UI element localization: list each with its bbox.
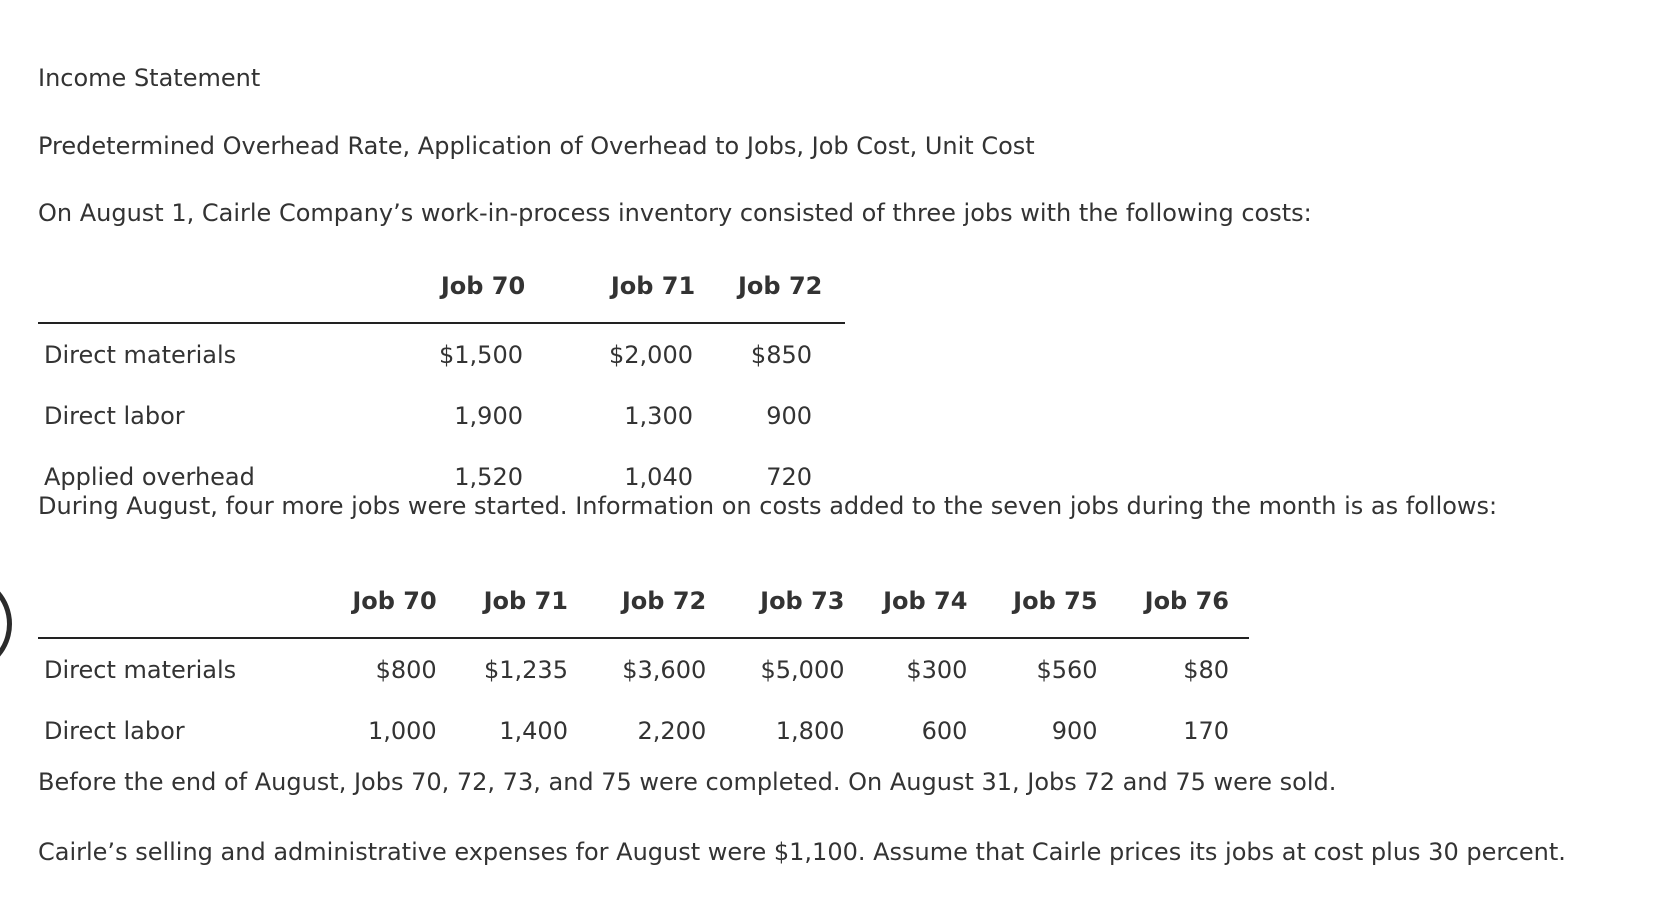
cell-value: 900 [766, 401, 812, 430]
circle-marker-icon [0, 574, 12, 674]
cell-value: 2,200 [637, 716, 707, 745]
cell-value: $850 [750, 340, 812, 369]
row-label: Direct labor [44, 401, 185, 430]
column-header: Job 72 [578, 587, 716, 638]
cell-value: 1,800 [775, 716, 845, 745]
column-header: Job 70 [398, 272, 568, 323]
cell-value: $2,000 [609, 340, 693, 369]
table-row [38, 385, 845, 446]
completed-jobs-text: Before the end of August, Jobs 70, 72, 73, and 75 were completed. On August 31, Jobs 72 and 75 were sold. [38, 768, 1337, 796]
heading: Income Statement [38, 64, 261, 92]
column-header: Job 73 [716, 587, 854, 638]
cell-value: 1,040 [624, 462, 693, 491]
cell-value: $3,600 [622, 655, 707, 684]
column-header: Job 75 [987, 587, 1117, 638]
cell-value: 1,520 [454, 462, 523, 491]
cell-value: 1,400 [499, 716, 568, 745]
table-row [38, 700, 1249, 761]
column-header: Job 71 [440, 587, 578, 638]
cell-value: 1,300 [624, 401, 693, 430]
intro-text: On August 1, Cairle Company’s work-in-process inventory consisted of three jobs with the following costs: [38, 199, 1312, 227]
column-header: Job 72 [738, 272, 845, 323]
row-label: Applied overhead [44, 462, 255, 491]
cell-value: 900 [1051, 716, 1098, 745]
cell-value: $5,000 [760, 655, 845, 684]
cell-value: $300 [906, 655, 968, 684]
table-row [38, 638, 1249, 700]
cell-value: 720 [766, 462, 812, 491]
cell-value: 1,000 [367, 716, 437, 745]
row-label: Direct labor [44, 716, 185, 745]
table-header-blank [38, 272, 398, 323]
cell-value: 170 [1183, 716, 1229, 745]
cell-value: 1,900 [454, 401, 523, 430]
table-header-row [38, 272, 845, 323]
subheading: Predetermined Overhead Rate, Application of Overhead to Jobs, Job Cost, Unit Cost [38, 132, 1035, 160]
cell-value: $80 [1183, 655, 1229, 684]
cell-value: $800 [375, 655, 437, 684]
column-header: Job 70 [312, 587, 440, 638]
cell-value: $560 [1036, 655, 1098, 684]
table-header-row [38, 587, 1249, 638]
column-header: Job 71 [568, 272, 738, 323]
august-costs-table [38, 587, 1249, 761]
table-header-blank [38, 587, 312, 638]
cell-value: $1,235 [483, 655, 568, 684]
column-header: Job 76 [1118, 587, 1249, 638]
table-row [38, 323, 845, 385]
cell-value: 600 [921, 716, 968, 745]
beginning-wip-table [38, 272, 845, 507]
expenses-text: Cairle’s selling and administrative expenses for August were $1,100. Assume that Cairle prices its jobs at cost plus 30 percent. [38, 838, 1566, 866]
row-label: Direct materials [44, 655, 237, 684]
row-label: Direct materials [44, 340, 237, 369]
cell-value: $1,500 [439, 340, 523, 369]
august-costs-text: During August, four more jobs were started. Information on costs added to the seven jobs during the month is as follows: [38, 492, 1498, 520]
column-header: Job 74 [855, 587, 988, 638]
